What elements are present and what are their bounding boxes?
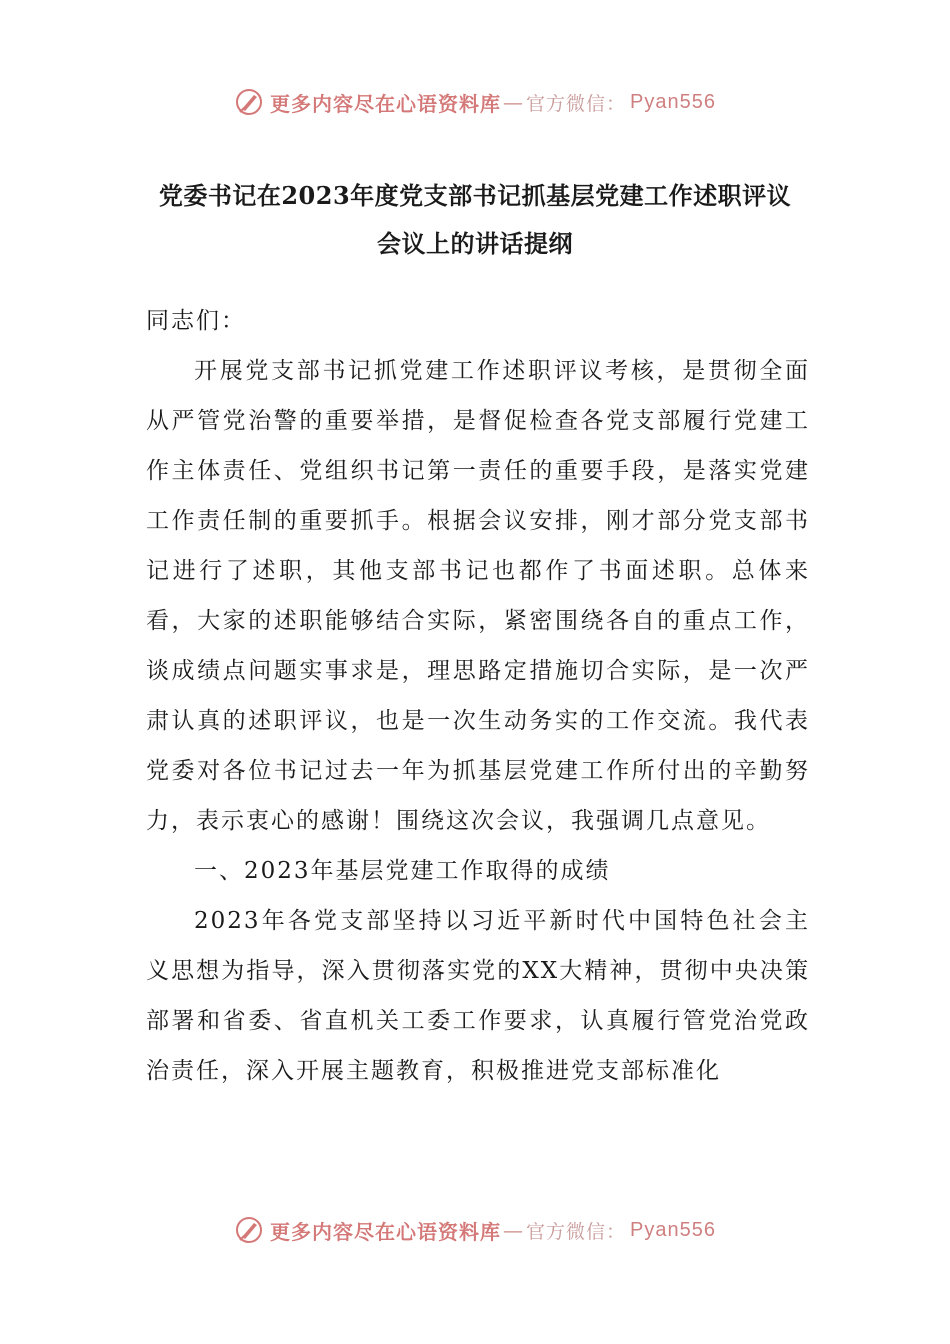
watermark-banner-bottom <box>0 1210 950 1250</box>
watermark-wechat-id: Pyan556 <box>630 1218 716 1241</box>
document-body <box>146 296 810 1096</box>
quill-logo-icon <box>234 1215 264 1245</box>
watermark-separator: — <box>503 1218 524 1242</box>
paragraph-2: 2023年各党支部坚持以习近平新时代中国特色社会主义思想为指导，深入贯彻落实党的XX大精神，贯彻中央决策部署和省委、省直机关工委工作要求，认真履行管党治党政治责任，深入开展主题教育，积极推进党支部标准化 <box>146 908 810 1084</box>
watermark-brand: 更多内容尽在心语资料库 <box>270 91 501 116</box>
quill-logo-icon <box>234 87 264 117</box>
title-line-1: 党委书记在2023年度党支部书记抓基层党建工作述职评议 <box>158 181 792 210</box>
watermark-wechat-label: 官方微信： <box>526 1220 627 1243</box>
watermark-brand: 更多内容尽在心语资料库 <box>270 1219 501 1244</box>
watermark-separator: — <box>503 90 524 114</box>
section-1-heading: 一、2023年基层党建工作取得的成绩 <box>194 858 611 884</box>
salutation: 同志们： <box>146 308 246 334</box>
watermark-banner-top <box>0 82 950 122</box>
paragraph-1: 开展党支部书记抓党建工作述职评议考核，是贯彻全面从严管党治警的重要举措，是督促检查各党支部履行党建工作主体责任、党组织书记第一责任的重要手段，是落实党建工作责任制的重要抓手。根据会议安排，刚才部分党支部书记进行了述职，其他支部书记也都作了书面述职。总体来看，大家的述职能够结合实际，紧密围绕各自的重点工作，谈成绩点问题实事求是，理思路定措施切合实际，是一次严肃认真的述职评议，也是一次生动务实的工作交流。我代表党委对各位书记过去一年为抓基层党建工作所付出的辛勤努力，表示衷心的感谢！围绕这次会议，我强调几点意见。 <box>146 358 810 834</box>
watermark-wechat-label: 官方微信： <box>526 92 627 115</box>
title-line-2: 会议上的讲话提纲 <box>377 229 573 258</box>
document-title <box>120 172 830 268</box>
watermark-wechat-id: Pyan556 <box>630 90 716 113</box>
